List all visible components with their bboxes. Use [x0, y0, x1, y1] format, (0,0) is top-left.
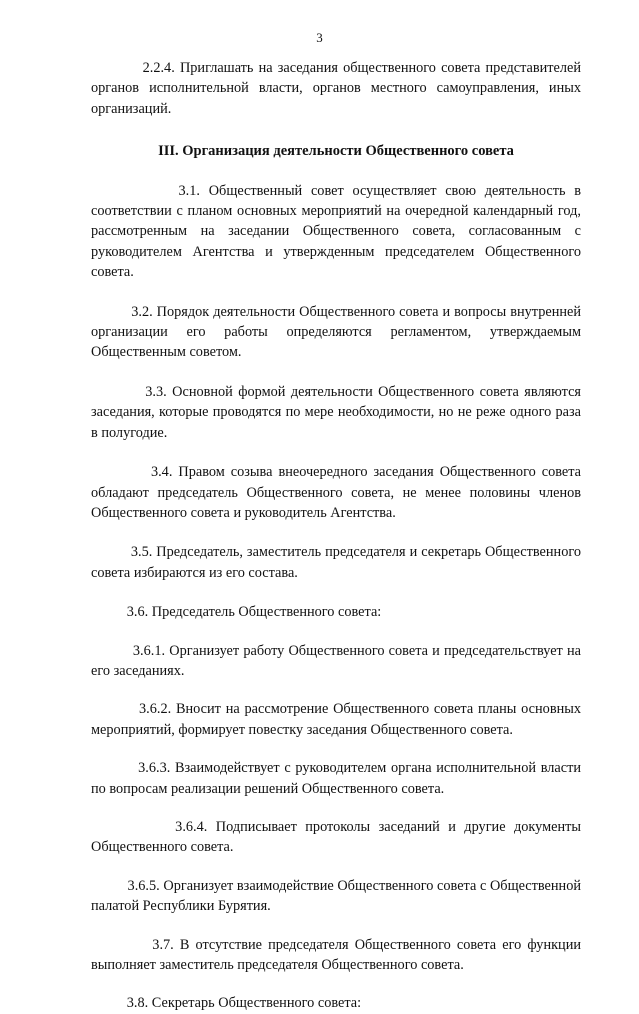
paragraph-3-8: 3.8. Секретарь Общественного совета: [91, 995, 362, 1012]
paragraph-3-7: 3.7. В отсутствие председателя Общественного совета его функции выполняет заместитель председателя Общественного совета. [91, 936, 581, 973]
paragraph-2-2-4: 2.2.4. Приглашать на заседания общественного совета представителей органов исполнительной власти, органов местного самоуправления, иных организаций. [91, 60, 581, 117]
paragraph-3-4: 3.4. Правом созыва внеочередного заседания Общественного совета обладают председатель Общественного совета, не менее половины членов Общественного совета и руководитель Агентства. [91, 464, 581, 521]
paragraph-3-1: 3.1. Общественный совет осуществляет свою деятельность в соответствии с планом основных мероприятий на очередной календарный год, рассмотренным на заседании Общественного совета, согласованным с руководителем Агентства и утвержденным председателем Общественного совета. [91, 182, 581, 281]
paragraph-3-6-5: 3.6.5. Организует взаимодействие Общественного совета с Общественной палатой Республики Бурятия. [91, 877, 581, 915]
paragraph-3-5: 3.5. Председатель, заместитель председателя и секретарь Общественного совета избираются из его состава. [91, 544, 581, 581]
paragraph-3-3: 3.3. Основной формой деятельности Общественного совета являются заседания, которые проводятся по мере необходимости, но не реже одного раза в полугодие. [91, 383, 581, 441]
paragraph-3-6-1: 3.6.1. Организует работу Общественного совета и председательствует на его заседаниях. [91, 642, 581, 679]
paragraph-3-6-4: 3.6.4. Подписывает протоколы заседаний и другие документы Общественного совета. [91, 818, 581, 856]
paragraph-3-2: 3.2. Порядок деятельности Общественного совета и вопросы внутренней организации его работы определяются регламентом, утверждаемым Общественным советом. [91, 303, 581, 361]
paragraph-3-6-2: 3.6.2. Вносит на рассмотрение Общественного совета планы основных мероприятий, формирует повестку заседания Общественного совета. [91, 701, 581, 738]
document-body [91, 58, 581, 1014]
paragraph-3-6: 3.6. Председатель Общественного совета: [91, 604, 382, 621]
section-heading: III. Организация деятельности Общественного совета [158, 143, 514, 160]
paragraph-3-6-3: 3.6.3. Взаимодействует с руководителем органа исполнительной власти по вопросам реализации решений Общественного совета. [91, 760, 581, 797]
page-number: 3 [316, 30, 323, 45]
